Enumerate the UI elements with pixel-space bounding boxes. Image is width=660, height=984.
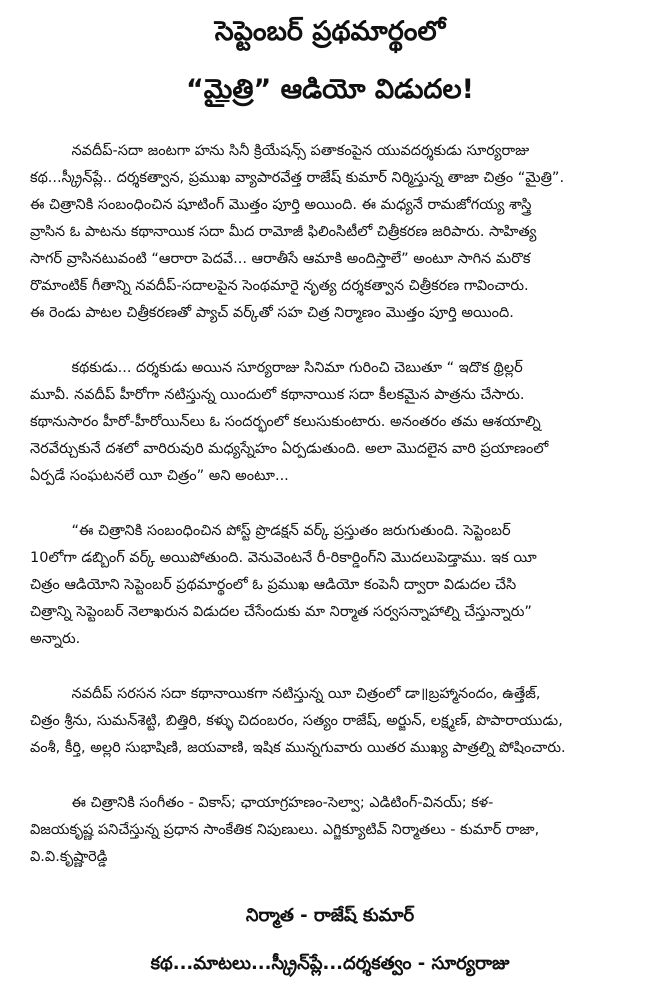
paragraph-line: కథానుసారం హీరో-హీరోయిన్‌లు ఓ సందర్భంలో కలుసుకుంటారు. అనంతరం తమ ఆశయాల్ని (30, 414, 541, 430)
credit-director: కథ...మాటలు...స్క్రీన్‌ప్లే...దర్శకత్వం - సూర్యరాజు (150, 953, 510, 974)
paragraph-line: నవదీప్-సదా జంటగా హను సినీ క్రియేషన్స్ పతాకంపైన యువదర్శకుడు సూర్యరాజు (30, 143, 530, 159)
paragraph-line: చిత్రాన్ని సెప్టెంబర్ నెలాఖరున విడుదల చేసేందుకు మా నిర్మాత సర్వసన్నాహాల్ని చేస్తున్నారు” (30, 604, 532, 620)
paragraph-line: ఈ చిత్రానికి సంబంధించిన షూటింగ్ మొత్తం పూర్తి అయింది. ఈ మధ్యనే రామజోగయ్య శాస్త్రి (30, 197, 532, 213)
paragraph-line: రొమాంటిక్ గీతాన్ని నవదీప్-సదాలపైన సెంథమారై నృత్య దర్శకత్వాన చిత్రీకరణ గావించారు. (30, 278, 529, 294)
paragraph-line: చిత్రం శ్రీను, సుమన్‌శెట్టి, బిత్తిరి, కళ్ళు చిదంబరం, సత్యం రాజేష్, అర్జున్, లక్ష్మణ్, పొపారాయుడు, (30, 713, 563, 729)
credit-producer: నిర్మాత - రాజేష్ కుమార్ (245, 905, 415, 926)
paragraph-line: వ్రాసిన ఓ పాటను కథానాయిక సదా మీద రామోజీ ఫిలింసిటీలో చిత్రీకరణ జరిపారు. సాహిత్య (30, 224, 537, 240)
paragraph-cast (30, 681, 630, 762)
headline-quote-open: “ (186, 74, 204, 105)
paragraph-line: కథ...స్క్రీన్‌ప్లే.. దర్శకత్వాన, ప్రముఖ వ్యాపారవేత్త రాజేష్ కుమార్ నిర్మిస్తున్న తాజా చిత్రం “మైత్రి”. (30, 170, 565, 186)
paragraph-line: ఈ రెండు పాటల చిత్రీకరణతో ప్యాచ్ వర్క్‌తో సహ చిత్ర నిర్మాణం మొత్తం పూర్తి అయింది. (30, 305, 514, 321)
paragraph-line: 10లోగా డబ్బింగ్ వర్క్ అయిపోతుంది. వెనువెంటనే రీ-రికార్డింగ్‌ని మొదలుపెడ్తాము. ఇక యీ (30, 550, 537, 566)
paragraph-line: ఏర్పడే సంఘటనలే యీ చిత్రం” అని అంటూ... (30, 468, 289, 484)
paragraph-line: నెరవేర్చుకునే దశలో వారిరువురి మధ్యస్నేహం ఏర్పడుతుంది. అలా మొదలైన వారి ప్రయాణంలో (30, 441, 549, 457)
paragraph-line: కథకుడు... దర్శకుడు అయిన సూర్యరాజు సినిమా గురించి చెబుతూ “ ఇదొక థ్రిల్లర్ (30, 360, 523, 376)
paragraph-line: “ఈ చిత్రానికి సంబంధించిన పోస్ట్ ప్రొడక్షన్ వర్క్ ప్రస్తుతం జరుగుతుంది. సెప్టెంబర్ (30, 523, 511, 539)
paragraph-line: వి.వి.కృష్ణారెడ్డి (30, 849, 108, 865)
paragraph-director-quote (30, 355, 630, 490)
headline-rest: ఆడియో విడుదల! (271, 74, 474, 105)
paragraph-post-production (30, 518, 630, 653)
headline-movie-title: మైత్రి (203, 74, 254, 105)
paragraph-line: అన్నారు. (30, 631, 81, 647)
paragraph-shooting-complete (30, 138, 630, 327)
paragraph-line: నవదీప్ సరసన సదా కథానాయికగా నటిస్తున్న యీ చిత్రంలో డా॥బ్రహ్మానందం, ఉత్తేజ్, (30, 686, 541, 702)
paragraph-line: మూవీ. నవదీప్ హీరోగా నటిస్తున్న యిందులో కథానాయిక సదా కీలకమైన పాత్రను చేసారు. (30, 387, 525, 403)
paragraph-crew (30, 790, 630, 871)
paragraph-line: వంశీ, కీర్తి, అల్లరి సుభాషిణి, జయవాణి, ఇషిక మున్నగువారు యితర ముఖ్య పాత్రల్ని పోషించారు. (30, 740, 566, 756)
paragraph-line: ఈ చిత్రానికి సంగీతం - వికాస్; ఛాయాగ్రహణం-సెల్వా; ఎడిటింగ్-వినయ్; కళ- (30, 795, 494, 811)
headline-line-1: సెప్టెంబర్ ప్రథమార్థంలో (214, 16, 446, 47)
headline-line-2 (30, 50, 630, 108)
paragraph-line: విజయకృష్ణ పనిచేస్తున్న ప్రధాన సాంకేతిక నిపుణులు. ఎగ్జిక్యూటివ్ నిర్మాతలు - కుమార్ రాజా, (30, 822, 540, 838)
paragraph-line: సాగర్ వ్రాసినటువంటి “ఆరారా పెదవే... ఆరాతీసే ఆమాకి అందిస్తాలే” అంటూ సాగిన మరొక (30, 251, 531, 267)
paragraph-line: చిత్రం ఆడియోని సెప్టెంబర్ ప్రథమార్థంలో ఓ ప్రముఖ ఆడియో కంపెనీ ద్వారా విడుదల చేసి (30, 577, 517, 593)
headline-quote-close: ” (253, 74, 272, 105)
